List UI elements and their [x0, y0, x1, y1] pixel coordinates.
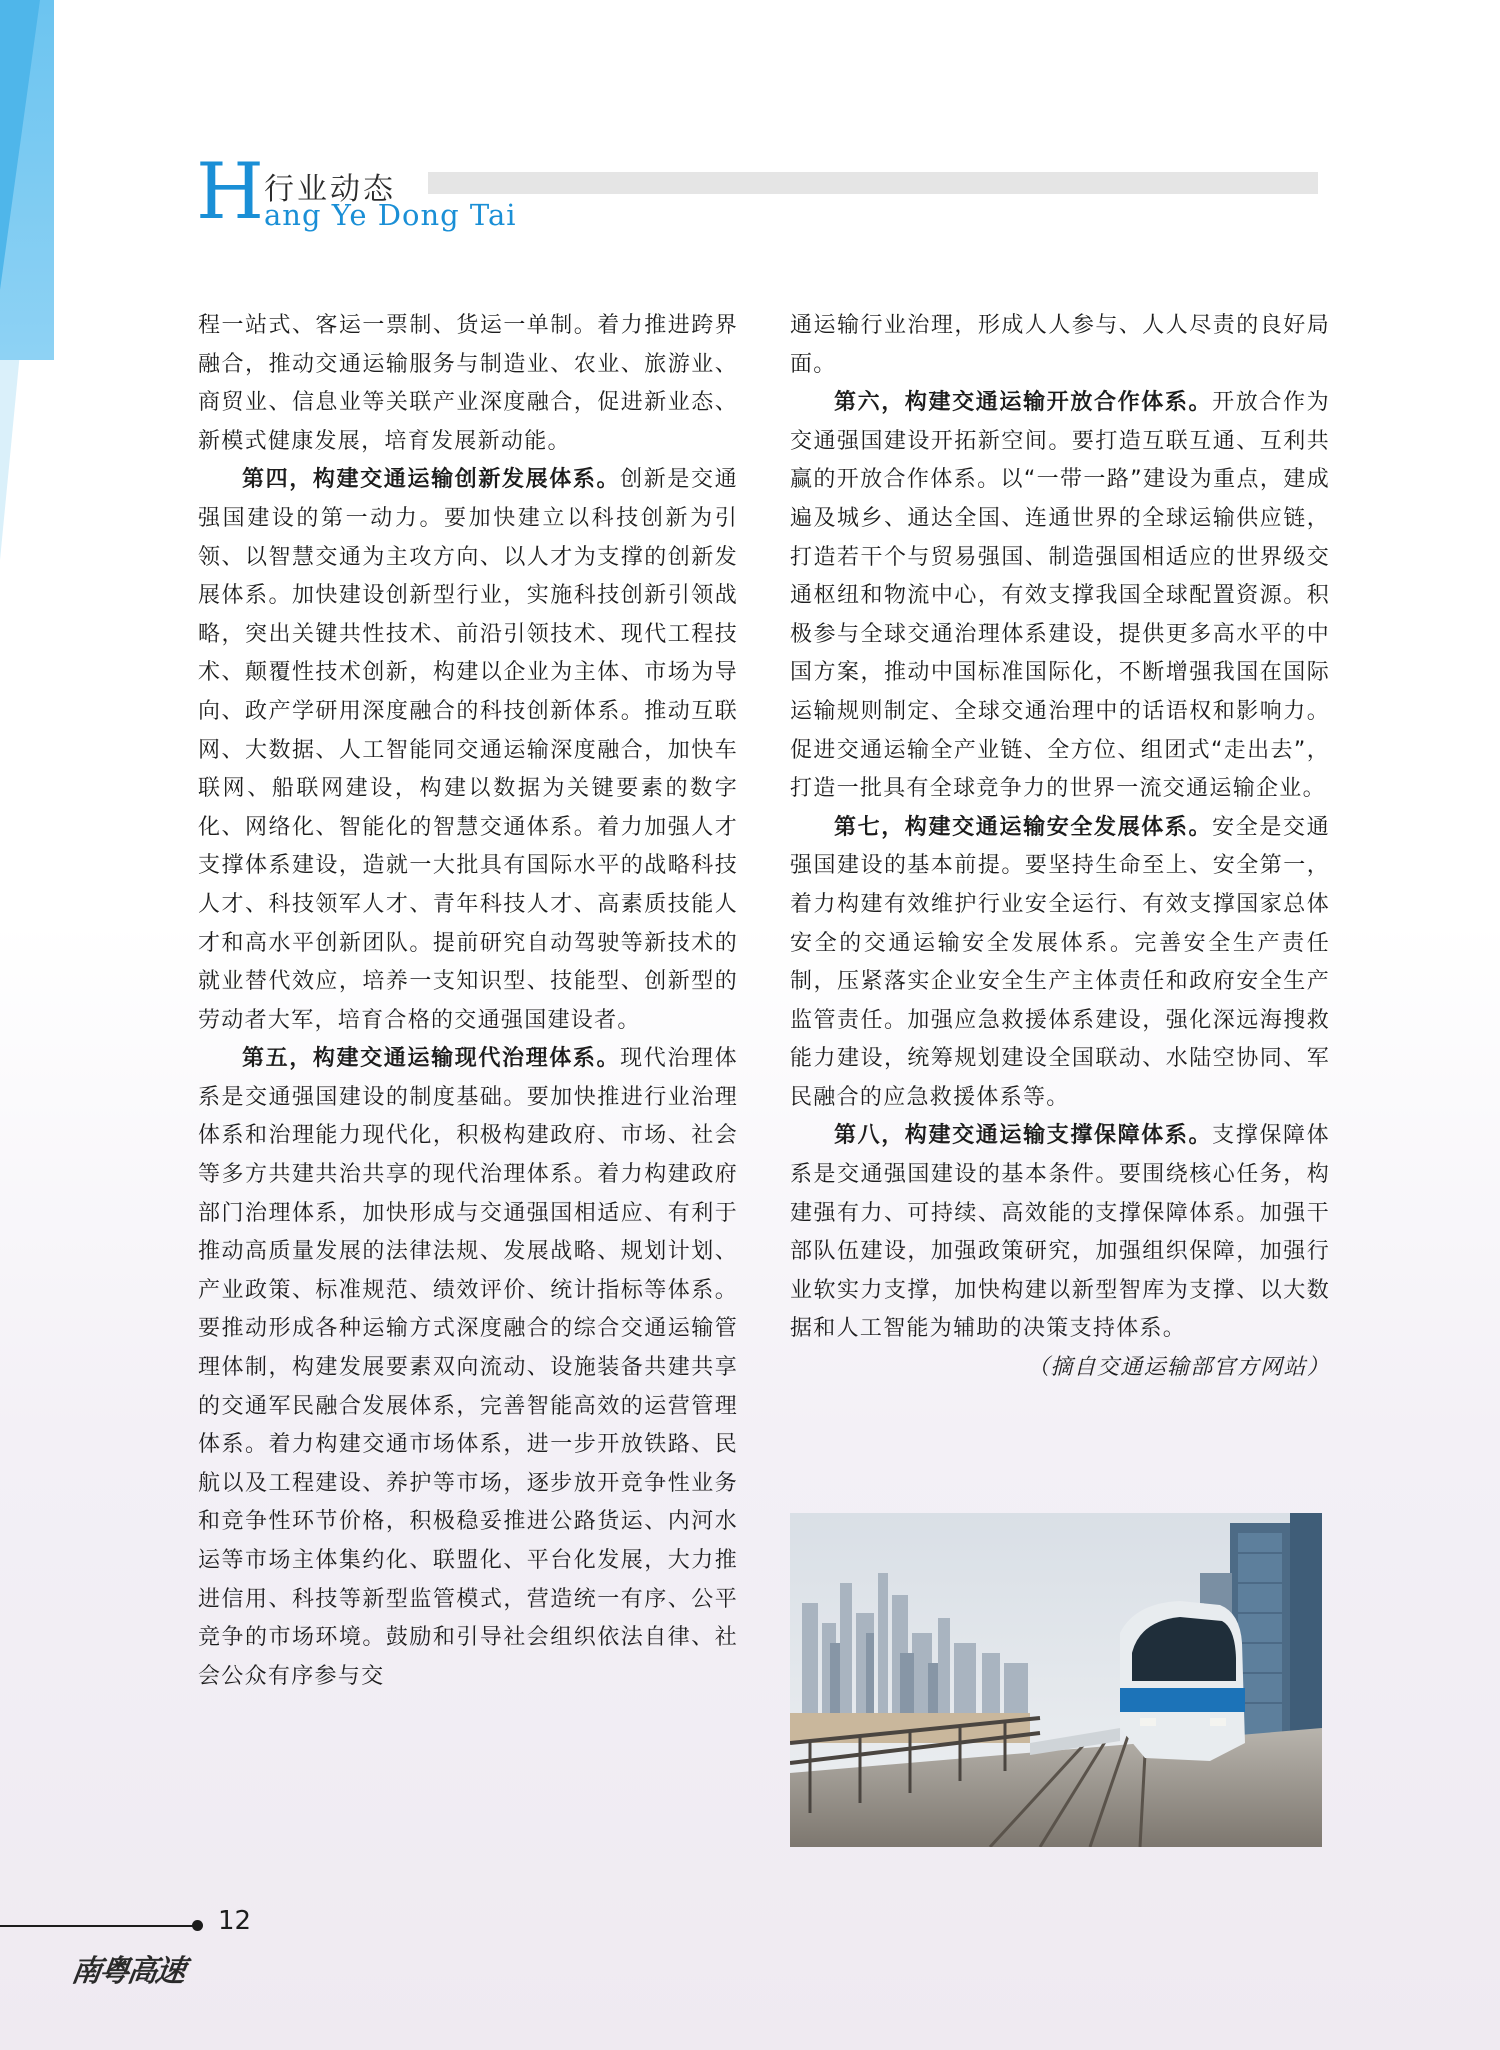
magazine-logo: 南粤高速 [69, 1954, 186, 1989]
header-bar [428, 172, 1318, 194]
metro-train-photo [790, 1513, 1322, 1847]
paragraph-body: 开放合作为交通强国建设开拓新空间。要打造互联互通、互利共赢的开放合作体系。以“一带一路”建设为重点，建成遍及城乡、通达全国、连通世界的全球运输供应链，打造若干个与贸易强国、制造强国相适应的世界级交通枢纽和物流中心，有效支撑我国全球配置资源。积极参与全球交通治理体系建设，提供更多高水平的中国方案，推动中国标准国际化，不断增强我国在国际运输规则制定、全球交通治理中的话语权和影响力。促进交通运输全产业链、全方位、组团式“走出去”，打造一批具有全球竞争力的世界一流交通运输企业。 [790, 390, 1330, 802]
paragraph [198, 1040, 738, 1696]
paragraph-heading: 第六，构建交通运输开放合作体系。 [834, 390, 1213, 416]
paragraph-heading: 第八，构建交通运输支撑保障体系。 [834, 1123, 1213, 1149]
paragraph-body: 安全是交通强国建设的基本前提。要坚持生命至上、安全第一，着力构建有效维护行业安全运行、有效支撑国家总体安全的交通运输安全发展体系。完善安全生产责任制，压紧落实企业安全生产主体责任和政府安全生产监管责任。加强应急救援体系建设，强化深远海搜救能力建设，统筹规划建设全国联动、水陆空协同、军民融合的应急救援体系等。 [790, 814, 1330, 1110]
paragraph [790, 1117, 1330, 1381]
paragraph: 程一站式、客运一票制、货运一单制。着力推进跨界融合，推动交通运输服务与制造业、农业、旅游业、商贸业、信息业等关联产业深度融合，促进新业态、新模式健康发展，培育发展新动能。 [198, 313, 738, 454]
paragraph [198, 461, 738, 1040]
right-column [790, 307, 1330, 1388]
paragraph [790, 384, 1330, 809]
paragraph [790, 809, 1330, 1118]
paragraph-heading: 第七，构建交通运输安全发展体系。 [834, 814, 1213, 840]
footer-dot [192, 1920, 203, 1931]
edge-decoration-dark [0, 0, 40, 290]
header-initial: H [196, 147, 265, 237]
metro-train-illustration [790, 1513, 1322, 1847]
paragraph: 通运输行业治理，形成人人参与、人人尽责的良好局面。 [790, 313, 1330, 377]
header-title-cn: 行业动态 [264, 172, 396, 207]
paragraph-body: 现代治理体系是交通强国建设的制度基础。要加快推进行业治理体系和治理能力现代化，积极构建政府、市场、社会等多方共建共治共享的现代治理体系。着力构建政府部门治理体系，加快形成与交通强国相适应、有利于推动高质量发展的法律法规、发展战略、规划计划、产业政策、标准规范、绩效评价、统计指标等体系。要推动形成各种运输方式深度融合的综合交通运输管理体制，构建发展要素双向流动、设施装备共建共享的交通军民融合发展体系，完善智能高效的运营管理体系。着力构建交通市场体系，进一步开放铁路、民航以及工程建设、养护等市场，逐步放开竞争性业务和竞争性环节价格，积极稳妥推进公路货运、内河水运等市场主体集约化、联盟化、平台化发展，大力推进信用、科技等新型监管模式，营造统一有序、公平竞争的市场环境。鼓励和引导社会组织依法自律、社会公众有序参与交 [198, 1046, 738, 1689]
paragraph-heading: 第四，构建交通运输创新发展体系。 [242, 467, 621, 493]
section-header [196, 147, 1326, 240]
footer-rule [0, 1925, 198, 1927]
paragraph-body: 创新是交通强国建设的第一动力。要加快建立以科技创新为引领、以智慧交通为主攻方向、以人才为支撑的创新发展体系。加快建设创新型行业，实施科技创新引领战略，突出关键共性技术、前沿引领技术、现代工程技术、颠覆性技术创新，构建以企业为主体、市场为导向、政产学研用深度融合的科技创新体系。推动互联网、大数据、人工智能同交通运输深度融合，加快车联网、船联网建设，构建以数据为关键要素的数字化、网络化、智能化的智慧交通体系。着力加强人才支撑体系建设，造就一大批具有国际水平的战略科技人才、科技领军人才、青年科技人才、高素质技能人才和高水平创新团队。提前研究自动驾驶等新技术的就业替代效应，培养一支知识型、技能型、创新型的劳动者大军，培育合格的交通强国建设者。 [198, 467, 738, 1033]
source-credit: （摘自交通运输部官方网站） [1027, 1355, 1330, 1381]
header-title-pinyin: ang Ye Dong Tai [264, 198, 517, 232]
page-number: 12 [218, 1906, 252, 1936]
paragraph-body: 支撑保障体系是交通强国建设的基本条件。要围绕核心任务，构建强有力、可持续、高效能的支撑保障体系。加强干部队伍建设，加强政策研究，加强组织保障，加强行业软实力支撑，加快构建以新型智库为支撑、以大数据和人工智能为辅助的决策支持体系。 [790, 1123, 1330, 1342]
paragraph-heading: 第五，构建交通运输现代治理体系。 [242, 1046, 621, 1072]
left-column [198, 307, 738, 1696]
